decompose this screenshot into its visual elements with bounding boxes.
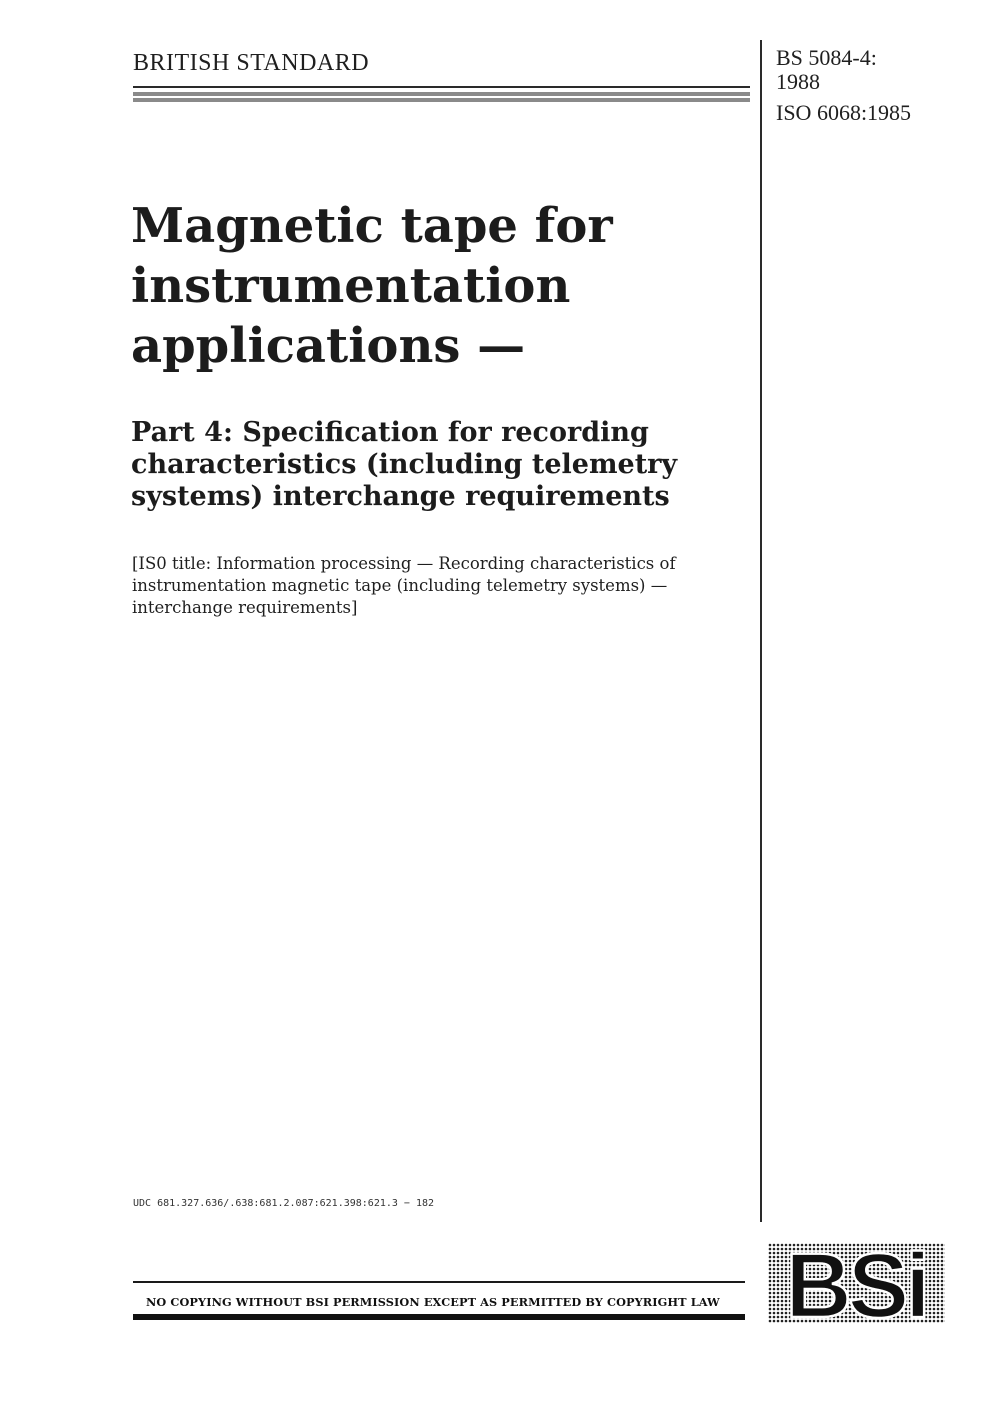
header-series-label: BRITISH STANDARD — [133, 50, 370, 76]
svg-text:BSi: BSi — [785, 1243, 927, 1323]
header-rule-gray-1 — [133, 92, 750, 96]
udc-classification: UDC 681.327.636/.638:681.2.087:621.398:621.3 − 182 — [133, 1198, 435, 1209]
bsi-logo — [768, 1243, 945, 1323]
copyright-rule-bottom — [133, 1314, 745, 1320]
document-part-title: Part 4: Specification for recording characteristics (including telemetry systems) interchange requirements — [131, 417, 678, 512]
column-divider — [760, 40, 762, 1222]
copyright-notice: NO COPYING WITHOUT BSI PERMISSION EXCEPT AS PERMITTED BY COPYRIGHT LAW — [146, 1295, 720, 1309]
header-rule-gray-2 — [133, 98, 750, 102]
iso-number: ISO 6068:1985 — [776, 100, 912, 125]
copyright-rule-top — [133, 1281, 745, 1283]
document-title: Magnetic tape for instrumentation applications — — [131, 198, 613, 374]
header-rule-thin — [133, 86, 750, 88]
iso-title-note: [IS0 title: Information processing — Recording characteristics of instrumentation magnetic tape (including telemetry systems) — interchange requirements] — [132, 554, 676, 617]
standard-number: BS 5084-4: 1988 — [776, 45, 877, 94]
